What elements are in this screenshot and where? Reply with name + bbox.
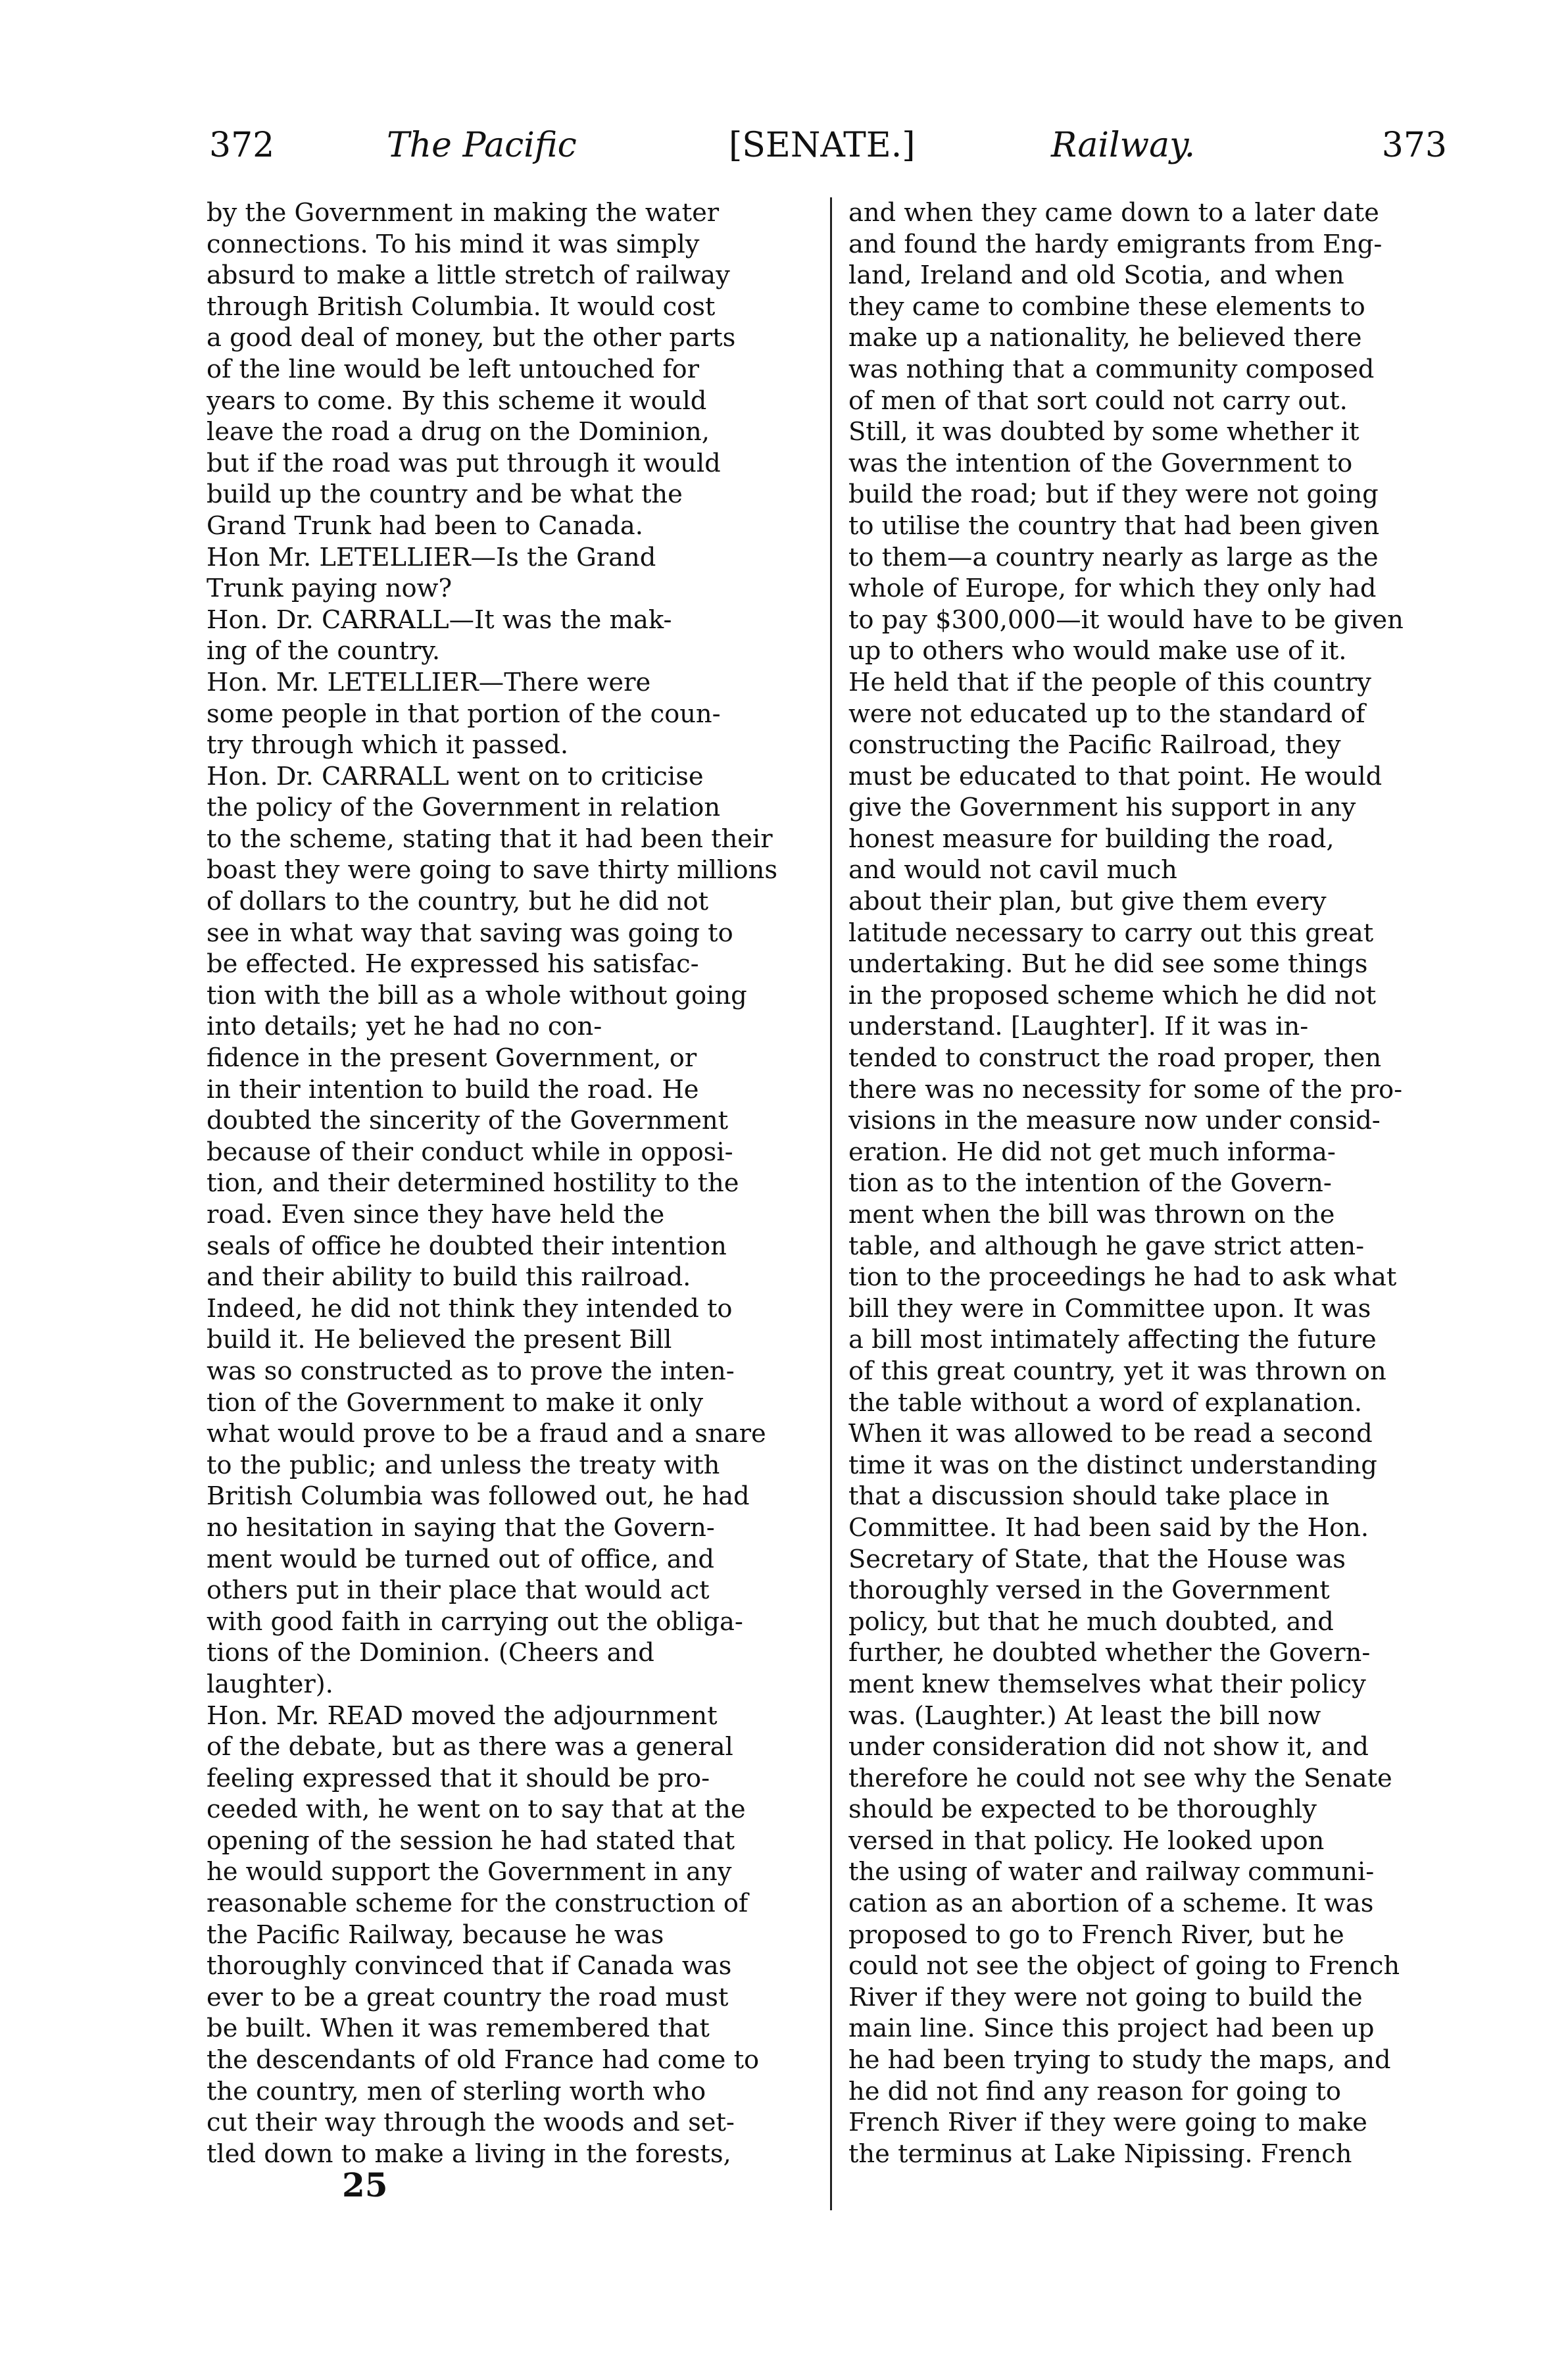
- right-column-line: tion to the proceedings he had to ask what: [848, 1262, 1397, 1293]
- left-column-line: Hon. Mr. READ moved the adjournment: [207, 1700, 718, 1731]
- left-column-line: ceeded with, he went on to say that at the: [207, 1795, 746, 1825]
- right-column-line: tion as to the intention of the Govern-: [848, 1168, 1332, 1199]
- left-column-line: tions of the Dominion. (Cheers and: [207, 1638, 654, 1668]
- signature-mark: 25: [342, 2166, 388, 2204]
- right-column-line: of men of that sort could not carry out.: [848, 385, 1348, 416]
- right-column-line: and when they came down to a later date: [848, 198, 1379, 228]
- right-column-line: to them—a country nearly as large as the: [848, 542, 1379, 572]
- right-column-line: to pay $300,000—it would have to be given: [848, 605, 1404, 635]
- right-column-line: He held that if the people of this country: [848, 667, 1371, 697]
- left-column-line: build it. He believed the present Bill: [207, 1325, 672, 1355]
- right-column-line: must be educated to that point. He would: [848, 761, 1383, 791]
- left-column-line: be built. When it was remembered that: [207, 2014, 710, 2044]
- left-column-line: Grand Trunk had been to Canada.: [207, 510, 643, 541]
- left-column-line: thoroughly convinced that if Canada was: [207, 1951, 732, 1981]
- right-column-line: bill they were in Committee upon. It was: [848, 1293, 1371, 1324]
- right-column-line: give the Government his support in any: [848, 793, 1356, 823]
- right-column-line: was nothing that a community composed: [848, 354, 1375, 384]
- left-column-line: opening of the session he had stated that: [207, 1825, 735, 1856]
- left-column-line: in their intention to build the road. He: [207, 1074, 699, 1104]
- left-column-line: and their ability to build this railroad.: [207, 1262, 691, 1293]
- left-column-line: feeling expressed that it should be pro-: [207, 1763, 710, 1793]
- right-column-line: undertaking. But he did see some things: [848, 949, 1368, 979]
- right-column-line: policy, but that he much doubted, and: [848, 1606, 1334, 1637]
- page-number-right: 373: [1381, 126, 1447, 165]
- right-column-line: in the proposed scheme which he did not: [848, 980, 1377, 1010]
- right-column-line: time it was on the distinct understanding: [848, 1450, 1377, 1480]
- right-column-line: he had been trying to study the maps, and: [848, 2045, 1391, 2075]
- right-column-line: up to others who would make use of it.: [848, 636, 1347, 666]
- right-column-line: the table without a word of explanation.: [848, 1387, 1363, 1418]
- left-column-line: of the debate, but as there was a general: [207, 1732, 733, 1762]
- right-column-line: honest measure for building the road,: [848, 824, 1335, 854]
- right-column-line: land, Ireland and old Scotia, and when: [848, 260, 1344, 291]
- right-column-line: Still, it was doubted by some whether it: [848, 417, 1360, 447]
- right-text-column: [848, 197, 1454, 2169]
- right-column-line: When it was allowed to be read a second: [848, 1419, 1373, 1449]
- right-column-line: main line. Since this project had been up: [848, 2014, 1375, 2044]
- left-column-line: build up the country and be what the: [207, 480, 683, 510]
- left-column-line: but if the road was put through it would: [207, 448, 721, 478]
- right-column-line: cation as an abortion of a scheme. It was: [848, 1889, 1374, 1919]
- left-column-line: fidence in the present Government, or: [207, 1043, 697, 1074]
- right-column-line: Committee. It had been said by the Hon.: [848, 1512, 1369, 1543]
- right-column-line: tended to construct the road proper, then: [848, 1043, 1382, 1074]
- left-column-line: the descendants of old France had come to: [207, 2045, 760, 2075]
- left-column-line: Trunk paying now?: [207, 574, 453, 604]
- left-text-column: [207, 197, 812, 2169]
- left-column-line: he would support the Government in any: [207, 1857, 732, 1887]
- left-column-line: Indeed, he did not think they intended to: [207, 1293, 733, 1324]
- left-column-line: tled down to make a living in the forests,: [207, 2139, 731, 2169]
- left-column-line: to the public; and unless the treaty with: [207, 1450, 720, 1480]
- left-column-line: into details; yet he had no con-: [207, 1012, 602, 1042]
- left-column-line: with good faith in carrying out the obliga-: [207, 1606, 743, 1637]
- left-column-line: was so constructed as to prove the inten-: [207, 1356, 735, 1386]
- left-column-line: see in what way that saving was going to: [207, 918, 733, 948]
- header-title-left: The Pacific: [387, 126, 577, 165]
- right-column-line: and found the hardy emigrants from Eng-: [848, 229, 1383, 259]
- right-column-line: whole of Europe, for which they only had: [848, 574, 1377, 604]
- left-column-line: the Pacific Railway, because he was: [207, 1920, 664, 1950]
- left-column-line: others put in their place that would act: [207, 1575, 710, 1606]
- right-column-line: the terminus at Lake Nipissing. French: [848, 2139, 1352, 2169]
- header-section: [SENATE.]: [729, 126, 916, 165]
- left-column-line: Hon. Mr. LETELLIER—There were: [207, 667, 651, 697]
- left-column-line: tion with the bill as a whole without going: [207, 980, 747, 1010]
- left-column-line: laughter).: [207, 1669, 333, 1699]
- left-column-line: no hesitation in saying that the Govern-: [207, 1512, 715, 1543]
- right-column-line: was. (Laughter.) At least the bill now: [848, 1700, 1321, 1731]
- left-column-line: reasonable scheme for the construction of: [207, 1889, 748, 1919]
- left-column-line: ing of the country.: [207, 636, 441, 666]
- left-column-line: through British Columbia. It would cost: [207, 291, 716, 322]
- right-column-line: of this great country, yet it was thrown on: [848, 1356, 1386, 1386]
- left-column-line: some people in that portion of the coun-: [207, 699, 721, 729]
- right-column-line: visions in the measure now under consid-: [848, 1106, 1381, 1136]
- right-column-line: River if they were not going to build the: [848, 1982, 1363, 2012]
- right-column-line: and would not cavil much: [848, 855, 1177, 885]
- right-column-line: could not see the object of going to French: [848, 1951, 1400, 1981]
- right-column-line: about their plan, but give them every: [848, 887, 1327, 917]
- right-column-line: make up a nationality, he believed there: [848, 323, 1362, 353]
- right-column-line: a bill most intimately affecting the future: [848, 1325, 1377, 1355]
- left-column-line: the country, men of sterling worth who: [207, 2076, 706, 2106]
- right-column-line: further, he doubted whether the Govern-: [848, 1638, 1371, 1668]
- right-column-line: build the road; but if they were not going: [848, 480, 1379, 510]
- left-column-line: what would prove to be a fraud and a snare: [207, 1419, 766, 1449]
- right-column-line: understand. [Laughter]. If it was in-: [848, 1012, 1309, 1042]
- right-column-line: should be expected to be thoroughly: [848, 1795, 1317, 1825]
- left-column-line: road. Even since they have held the: [207, 1200, 665, 1229]
- right-column-line: that a discussion should take place in: [848, 1481, 1330, 1512]
- left-column-line: the policy of the Government in relation: [207, 793, 721, 823]
- left-column-line: try through which it passed.: [207, 730, 569, 760]
- right-column-line: there was no necessity for some of the pro-: [848, 1074, 1403, 1104]
- left-column-line: ever to be a great country the road must: [207, 1982, 729, 2012]
- left-column-line: tion, and their determined hostility to the: [207, 1168, 739, 1199]
- left-column-line: doubted the sincerity of the Government: [207, 1106, 729, 1136]
- left-column-line: tion of the Government to make it only: [207, 1387, 704, 1418]
- right-column-line: therefore he could not see why the Senate: [848, 1763, 1392, 1793]
- left-column-line: of dollars to the country, but he did not: [207, 887, 709, 917]
- right-column-line: he did not find any reason for going to: [848, 2076, 1341, 2106]
- right-column-line: under consideration did not show it, and: [848, 1732, 1369, 1762]
- right-column-line: table, and although he gave strict atten-: [848, 1231, 1365, 1261]
- right-column-line: latitude necessary to carry out this great: [848, 918, 1374, 948]
- left-column-line: boast they were going to save thirty millions: [207, 855, 778, 885]
- page-number-left: 372: [209, 126, 275, 165]
- right-column-line: they came to combine these elements to: [848, 291, 1365, 322]
- left-column-line: British Columbia was followed out, he had: [207, 1481, 750, 1512]
- left-column-line: Hon. Dr. CARRALL—It was the mak-: [207, 605, 672, 635]
- right-column-line: French River if they were going to make: [848, 2108, 1367, 2138]
- right-column-line: the using of water and railway communi-: [848, 1857, 1375, 1887]
- right-column-line: eration. He did not get much informa-: [848, 1137, 1336, 1167]
- running-header: [209, 122, 1447, 168]
- left-column-line: years to come. By this scheme it would: [207, 385, 707, 416]
- right-column-line: proposed to go to French River, but he: [848, 1920, 1344, 1950]
- column-divider: [830, 197, 832, 2210]
- left-column-line: connections. To his mind it was simply: [207, 229, 700, 259]
- left-column-line: absurd to make a little stretch of railway: [207, 260, 730, 291]
- left-column-line: because of their conduct while in opposi-: [207, 1137, 733, 1167]
- left-column-line: of the line would be left untouched for: [207, 354, 700, 384]
- left-column-line: to the scheme, stating that it had been their: [207, 824, 773, 854]
- right-column-line: to utilise the country that had been given: [848, 510, 1380, 541]
- left-column-line: by the Government in making the water: [207, 198, 720, 228]
- right-column-line: were not educated up to the standard of: [848, 699, 1365, 729]
- header-title-right: Railway.: [1051, 126, 1196, 165]
- right-column-line: versed in that policy. He looked upon: [848, 1825, 1325, 1856]
- left-column-line: cut their way through the woods and set-: [207, 2108, 735, 2138]
- right-column-line: was the intention of the Government to: [848, 448, 1353, 478]
- right-column-line: Secretary of State, that the House was: [848, 1544, 1346, 1574]
- left-column-line: a good deal of money, but the other parts: [207, 323, 736, 353]
- right-column-line: ment when the bill was thrown on the: [848, 1200, 1335, 1229]
- right-column-line: thoroughly versed in the Government: [848, 1575, 1330, 1606]
- left-column-line: be effected. He expressed his satisfac-: [207, 949, 699, 979]
- left-column-line: leave the road a drug on the Dominion,: [207, 417, 710, 447]
- left-column-line: seals of office he doubted their intention: [207, 1231, 727, 1261]
- right-column-line: ment knew themselves what their policy: [848, 1669, 1366, 1699]
- right-column-line: constructing the Pacific Railroad, they: [848, 730, 1341, 760]
- left-column-line: Hon Mr. LETELLIER—Is the Grand: [207, 542, 656, 572]
- left-column-line: ment would be turned out of office, and: [207, 1544, 714, 1574]
- left-column-line: Hon. Dr. CARRALL went on to criticise: [207, 761, 704, 791]
